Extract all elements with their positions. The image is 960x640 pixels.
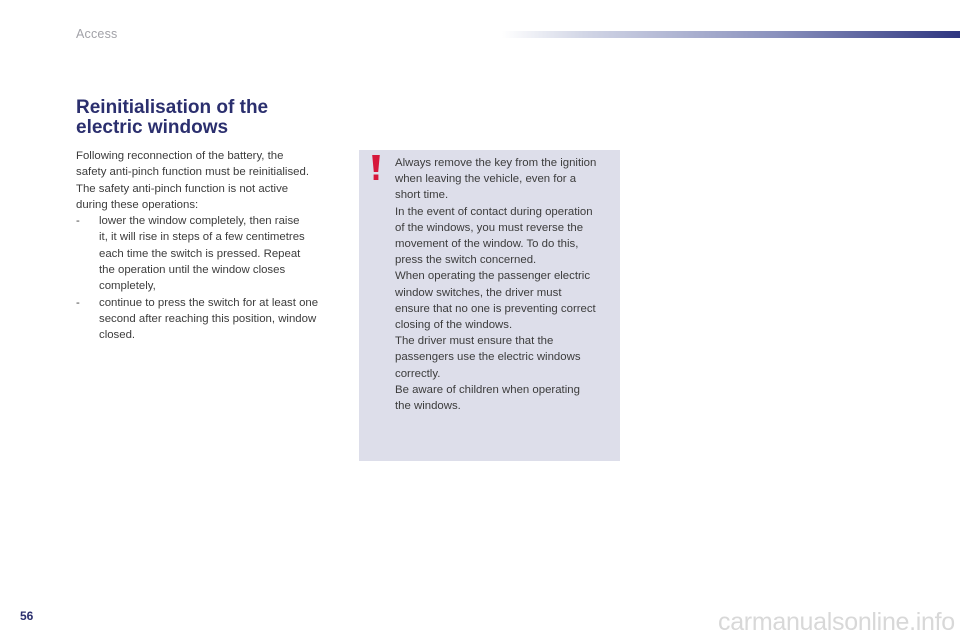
text-line: closed. — [99, 329, 136, 342]
page-number: 56 — [20, 609, 34, 623]
text-line: short time. — [395, 189, 449, 202]
page-heading-line: electric windows — [76, 117, 229, 138]
text-line: The safety anti-pinch function is not active — [76, 182, 289, 195]
text-line: The driver must ensure that the — [395, 335, 554, 348]
bullet-item — [76, 295, 348, 344]
text-line: In the event of contact during operation — [395, 205, 593, 218]
bullet-dash: - — [76, 215, 80, 228]
warning-box — [359, 150, 620, 461]
header-bar — [502, 31, 960, 38]
text-line: during these operations: — [76, 198, 199, 211]
text-line: correctly. — [395, 367, 441, 380]
text-line: completely, — [99, 280, 156, 293]
text-line: safety anti-pinch function must be reinitialised. — [76, 166, 309, 179]
page-heading — [76, 98, 336, 138]
text-line: passengers use the electric windows — [395, 351, 581, 364]
body-text — [76, 148, 348, 344]
exclamation-warning-icon — [371, 155, 381, 181]
text-line: When operating the passenger electric — [395, 270, 591, 283]
text-line: when leaving the vehicle, even for a — [395, 173, 577, 186]
text-line: the operation until the window closes — [99, 264, 286, 277]
text-line: Always remove the key from the ignition — [395, 157, 597, 169]
text-line: continue to press the switch for at least one — [99, 296, 319, 309]
text-line: the windows. — [395, 400, 461, 413]
text-line: movement of the window. To do this, — [395, 238, 579, 251]
text-line: lower the window completely, then raise — [99, 215, 300, 228]
bullet-item — [76, 213, 348, 294]
watermark-link[interactable]: carmanualsonline.info — [718, 608, 955, 636]
text-line: Following reconnection of the battery, the — [76, 150, 284, 162]
text-line: press the switch concerned. — [395, 254, 537, 267]
text-line: each time the switch is pressed. Repeat — [99, 247, 301, 260]
text-line: ensure that no one is preventing correct — [395, 302, 596, 315]
text-line: second after reaching this position, window — [99, 312, 317, 325]
section-title: Access — [76, 27, 118, 41]
text-line: Be aware of children when operating — [395, 383, 580, 396]
intro-paragraph — [76, 148, 348, 213]
text-line: it, it will rise in steps of a few centimetres — [99, 231, 305, 244]
text-line: closing of the windows. — [395, 319, 513, 332]
text-line: window switches, the driver must — [395, 286, 562, 299]
page-heading-line: Reinitialisation of the — [76, 97, 269, 118]
text-line: of the windows, you must reverse the — [395, 221, 584, 234]
bullet-dash: - — [76, 296, 80, 309]
warning-text — [395, 155, 617, 414]
